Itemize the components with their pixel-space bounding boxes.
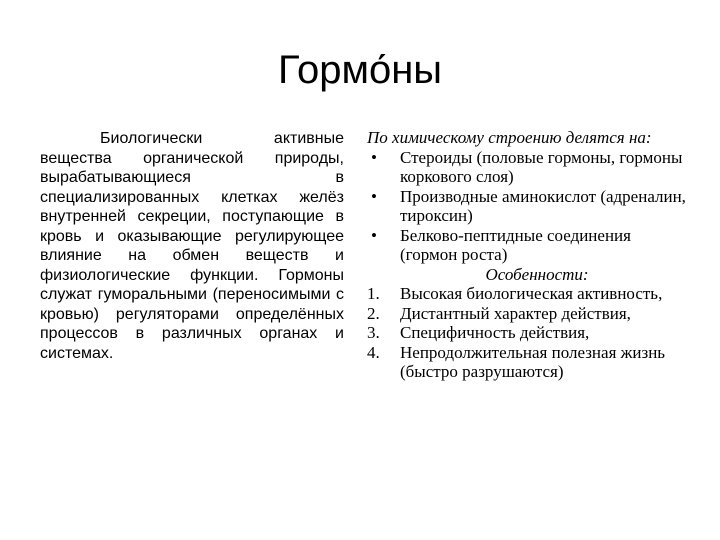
list-item bbox=[367, 304, 687, 324]
right-column bbox=[367, 128, 687, 382]
number-marker: 4. bbox=[367, 342, 380, 362]
list-item-text: Производные аминокислот (адреналин, тироксин) bbox=[400, 186, 686, 225]
list-item-text: Дистантный характер действия, bbox=[400, 303, 631, 323]
hormone-types-list bbox=[367, 148, 687, 265]
bullet-marker: • bbox=[371, 225, 377, 245]
list-item bbox=[367, 148, 687, 187]
list-item bbox=[367, 323, 687, 343]
list-item bbox=[367, 187, 687, 226]
list-item-text: Стероиды (половые гормоны, гормоны коркового слоя) bbox=[400, 147, 683, 186]
list-item bbox=[367, 343, 687, 382]
number-marker: 1. bbox=[367, 284, 380, 303]
bullet-marker: • bbox=[371, 147, 377, 167]
classification-intro: По химическому строению делятся на: bbox=[367, 128, 652, 147]
list-item-text: Непродолжительная полезная жизнь (быстро разрушаются) bbox=[400, 342, 666, 381]
list-item-text: Белково-пептидные соединения (гормон роста) bbox=[400, 225, 631, 264]
number-marker: 2. bbox=[367, 303, 380, 323]
list-item-text: Высокая биологическая активность, bbox=[400, 284, 663, 303]
definition-text: Биологически активные вещества органической природы, вырабатывающиеся в специализированных клетках желёз внутренней секреции, поступающие в кровь и оказывающие регулирующее влияние на обмен веществ и физиологические функции. Гормоны служат гуморальными (переносимыми с кровью) регуляторами определённых процессов в различных органах и системах. bbox=[40, 130, 344, 362]
list-item bbox=[367, 284, 687, 304]
list-item bbox=[367, 226, 687, 265]
list-item-text: Специфичность действия, bbox=[400, 323, 590, 342]
slide-title: Гормо́ны bbox=[277, 48, 443, 92]
number-marker: 3. bbox=[367, 323, 380, 342]
features-list bbox=[367, 284, 687, 382]
features-heading: Особенности: bbox=[485, 264, 589, 284]
bullet-marker: • bbox=[371, 186, 377, 206]
